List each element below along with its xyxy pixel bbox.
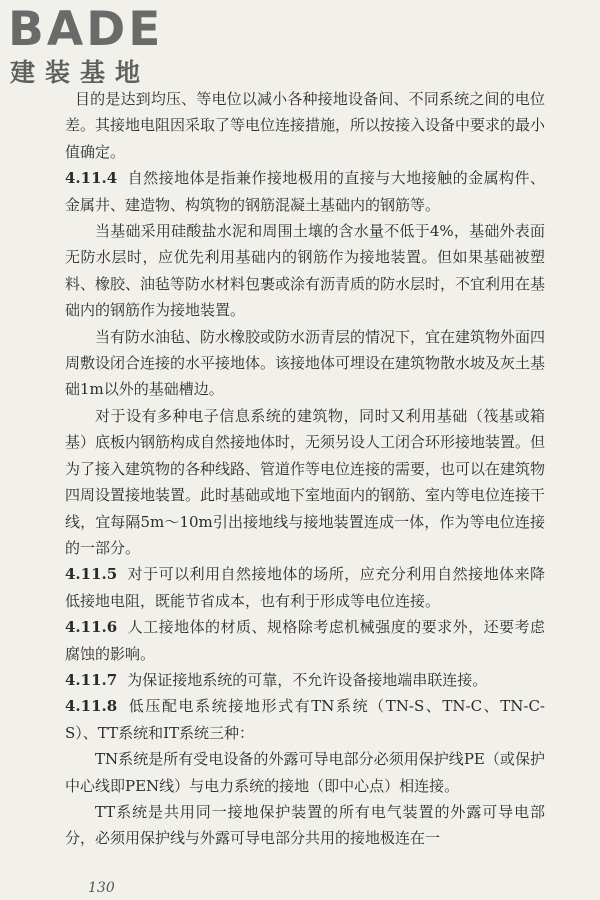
logo-subtitle: 建装基地 bbox=[10, 58, 151, 87]
clause-4-11-5 bbox=[65, 561, 545, 614]
paragraph-text: 目的是达到均压、等电位以减小各种接地设备间、不同系统之间的电位差。其接地电阻因采取了等电位连接措施，所以按接入设备中要求的最小值确定。 bbox=[65, 90, 546, 161]
clause-number: 4.11.7 bbox=[65, 670, 118, 689]
clause-4-11-4 bbox=[65, 165, 545, 218]
paragraph bbox=[65, 403, 545, 561]
paragraph-text: 当基础采用硅酸盐水泥和周围土壤的含水量不低于4%，基础外表面无防水层时，应优先利用基础内的钢筋作为接地装置。但如果基础被塑料、橡胶、油毡等防水材料包裹或涂有沥青质的防水层时，不宜利用在基础内的钢筋作为接地装置。 bbox=[65, 222, 546, 320]
clause-4-11-7 bbox=[65, 667, 545, 693]
logo-wordmark: BADE bbox=[8, 2, 164, 57]
clause-number: 4.11.4 bbox=[65, 169, 118, 188]
paragraph-continuation bbox=[65, 86, 545, 165]
bade-logo bbox=[8, 4, 178, 90]
paragraph-text: 对于设有多种电子信息系统的建筑物，同时又利用基础（筏基或箱基）底板内钢筋构成自然接地体时，无须另设人工闭合环形接地装置。但为了接入建筑物的各种线路、管道作等电位连接的需要，也可以在建筑物四周设置接地装置。此时基础或地下室地面内的钢筋、室内等电位连接干线，宜每隔5m～10m引出接地线与接地装置连成一体，作为等电位连接的一部分。 bbox=[65, 406, 546, 557]
clause-number: 4.11.6 bbox=[65, 618, 118, 637]
clause-number: 4.11.8 bbox=[65, 697, 118, 716]
clause-4-11-8 bbox=[65, 693, 545, 746]
clause-4-11-6 bbox=[65, 614, 545, 667]
paragraph bbox=[65, 218, 545, 324]
paragraph-text: 人工接地体的材质、规格除考虑机械强度的要求外，还要考虑腐蚀的影响。 bbox=[65, 618, 545, 663]
paragraph-text: 对于可以利用自然接地体的场所，应充分利用自然接地体来降低接地电阻，既能节省成本，也有利于形成等电位连接。 bbox=[65, 565, 545, 610]
paragraph-text: 当有防水油毡、防水橡胶或防水沥青层的情况下，宜在建筑物外面四周敷设闭合连接的水平接地体。该接地体可埋设在建筑物散水坡及灰土基础1m以外的基础槽边。 bbox=[65, 327, 546, 399]
paragraph-text: TN系统是所有受电设备的外露可导电部分必须用保护线PE（或保护中心线即PEN线）与电力系统的接地（即中心点）相连接。 bbox=[65, 750, 545, 795]
paragraph-text: 为保证接地系统的可靠，不允许设备接地端串联连接。 bbox=[127, 670, 488, 689]
paragraph bbox=[65, 324, 545, 403]
paragraph-text: TT系统是共用同一接地保护装置的所有电气装置的外露可导电部分，必须用保护线与外露可导电部分共用的接地极连在一 bbox=[65, 802, 545, 848]
body-text bbox=[65, 86, 545, 852]
paragraph bbox=[65, 799, 545, 852]
paragraph bbox=[65, 746, 545, 799]
page-number: 130 bbox=[88, 880, 115, 896]
paragraph-text: 低压配电系统接地形式有TN系统（TN-S、TN-C、TN-C-S）、TT系统和IT系统三种： bbox=[65, 697, 545, 742]
paragraph-text: 自然接地体是指兼作接地极用的直接与大地接触的金属构件、金属井、建造物、构筑物的钢筋混凝土基础内的钢筋等。 bbox=[65, 169, 545, 214]
clause-number: 4.11.5 bbox=[65, 565, 118, 584]
